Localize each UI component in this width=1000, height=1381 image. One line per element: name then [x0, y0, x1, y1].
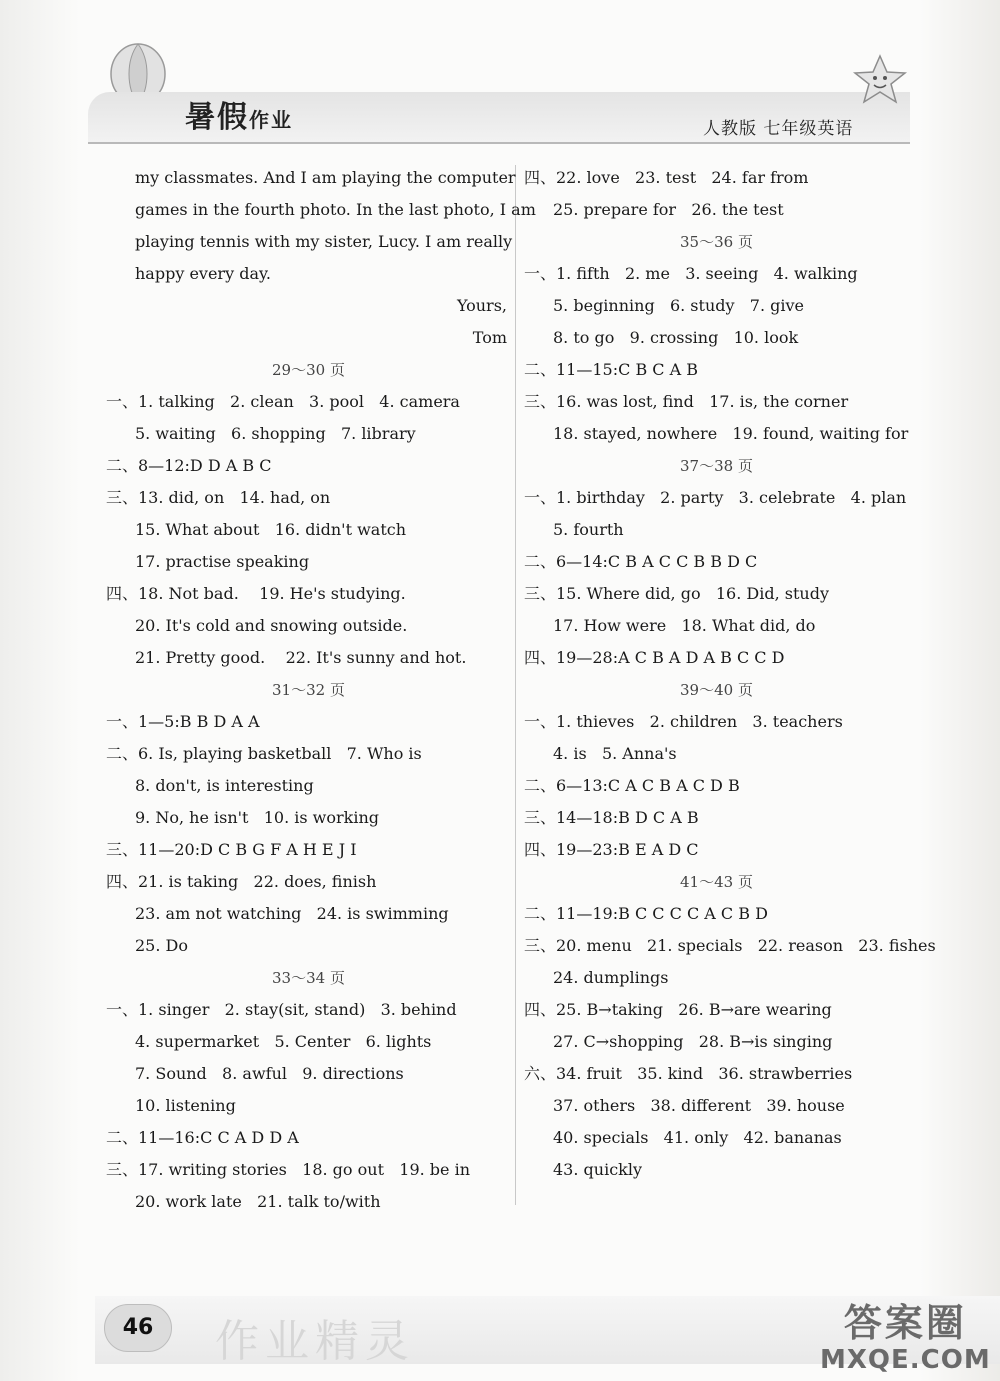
answer-line: 8. don't, is interesting	[135, 776, 314, 795]
answer-line: 5. beginning 6. study 7. give	[553, 296, 805, 315]
answer-line: 17. How were 18. What did, do	[553, 616, 816, 635]
page-range-heading: 39～40 页	[680, 681, 753, 699]
page-title	[185, 92, 293, 136]
page-number: 46	[104, 1304, 172, 1352]
answer-line: Tom	[472, 328, 507, 347]
answer-line: 27. C→shopping 28. B→is singing	[553, 1032, 833, 1051]
answer-line: 四、21. is taking 22. does, finish	[106, 872, 377, 891]
answer-line: 24. dumplings	[553, 968, 669, 987]
answer-line: 二、11—15:C B C A B	[524, 360, 699, 379]
answer-line: 二、6—14:C B A C C B B D C	[524, 552, 758, 571]
answer-line: 三、14—18:B D C A B	[524, 808, 699, 827]
answer-line: 40. specials 41. only 42. bananas	[553, 1128, 842, 1147]
answer-line: 21. Pretty good. 22. It's sunny and hot.	[135, 648, 467, 667]
page-range-heading: 41～43 页	[680, 873, 753, 891]
answer-line: 20. It's cold and snowing outside.	[135, 616, 408, 635]
page-range-heading: 33～34 页	[272, 969, 345, 987]
answers-left-column	[106, 162, 536, 1218]
answer-line: 17. practise speaking	[135, 552, 310, 571]
answer-line: 一、1. talking 2. clean 3. pool 4. camera	[106, 392, 460, 411]
answer-line: 二、8—12:D D A B C	[106, 456, 272, 475]
answer-line: playing tennis with my sister, Lucy. I am really	[135, 232, 513, 251]
answer-line: my classmates. And I am playing the computer	[135, 168, 516, 187]
answer-line: 二、6—13:C A C B A C D B	[524, 776, 740, 795]
answer-line: 4. is 5. Anna's	[553, 744, 677, 763]
title-sub: 作业	[249, 108, 293, 132]
answer-line: 37. others 38. different 39. house	[553, 1096, 845, 1115]
brand-watermark	[820, 1292, 991, 1375]
answer-line: 9. No, he isn't 10. is working	[135, 808, 380, 827]
brand-name: 答案圈	[843, 1301, 967, 1345]
answer-line: 一、1—5:B B D A A	[106, 712, 260, 731]
answer-line: 5. fourth	[553, 520, 624, 539]
answer-line: 四、19—23:B E A D C	[524, 840, 699, 859]
brand-url: MXQE.COM	[820, 1345, 991, 1375]
answers-right-column	[524, 162, 936, 1186]
footer-watermark: 作业精灵	[215, 1316, 415, 1367]
answer-line: 三、11—20:D C B G F A H E J I	[106, 840, 357, 859]
answer-line: 二、6. Is, playing basketball 7. Who is	[106, 744, 422, 763]
edition-label: 人教版 七年级英语	[703, 119, 854, 139]
column-divider	[515, 165, 516, 1205]
answer-line: 四、22. love 23. test 24. far from	[524, 168, 809, 187]
answer-line: 二、11—19:B C C C C A C B D	[524, 904, 768, 923]
answer-line: 二、11—16:C C A D D A	[106, 1128, 299, 1147]
answer-line: games in the fourth photo. In the last photo, I am	[135, 200, 536, 219]
answer-line: 三、20. menu 21. specials 22. reason 23. fishes	[524, 936, 936, 955]
page-range-heading: 35～36 页	[680, 233, 753, 251]
answer-line: 43. quickly	[553, 1160, 643, 1179]
answer-line: 18. stayed, nowhere 19. found, waiting for	[553, 424, 909, 443]
answer-line: 10. listening	[135, 1096, 236, 1115]
answer-line: 7. Sound 8. awful 9. directions	[135, 1064, 404, 1083]
answer-line: 三、15. Where did, go 16. Did, study	[524, 584, 829, 603]
answer-line: 一、1. birthday 2. party 3. celebrate 4. plan	[524, 488, 907, 507]
answer-line: 一、1. thieves 2. children 3. teachers	[524, 712, 843, 731]
answer-line: 一、1. singer 2. stay(sit, stand) 3. behind	[106, 1000, 457, 1019]
title-main: 暑假	[185, 100, 249, 135]
answer-line: 四、19—28:A C B A D A B C C D	[524, 648, 785, 667]
answer-line: 三、17. writing stories 18. go out 19. be in	[106, 1160, 471, 1179]
answer-line: Yours,	[456, 296, 507, 315]
answer-line: happy every day.	[135, 264, 271, 283]
answer-line: 20. work late 21. talk to/with	[135, 1192, 381, 1211]
answer-line: 三、13. did, on 14. had, on	[106, 488, 331, 507]
answer-line: 四、18. Not bad. 19. He's studying.	[106, 584, 406, 603]
answer-line: 5. waiting 6. shopping 7. library	[135, 424, 416, 443]
smiling-star-icon	[850, 54, 910, 106]
answer-line: 25. Do	[135, 936, 188, 955]
page-range-heading: 29～30 页	[272, 361, 345, 379]
answer-line: 一、1. fifth 2. me 3. seeing 4. walking	[524, 264, 858, 283]
answer-line: 8. to go 9. crossing 10. look	[553, 328, 799, 347]
page-range-heading: 37～38 页	[680, 457, 753, 475]
answer-line: 六、34. fruit 35. kind 36. strawberries	[524, 1064, 853, 1083]
answer-line: 三、16. was lost, find 17. is, the corner	[524, 392, 849, 411]
answer-line: 25. prepare for 26. the test	[553, 200, 784, 219]
page-range-heading: 31～32 页	[272, 681, 345, 699]
answer-line: 四、25. B→taking 26. B→are wearing	[524, 1000, 832, 1019]
answer-line: 15. What about 16. didn't watch	[135, 520, 407, 539]
answer-line: 23. am not watching 24. is swimming	[135, 904, 449, 923]
answer-line: 4. supermarket 5. Center 6. lights	[135, 1032, 432, 1051]
